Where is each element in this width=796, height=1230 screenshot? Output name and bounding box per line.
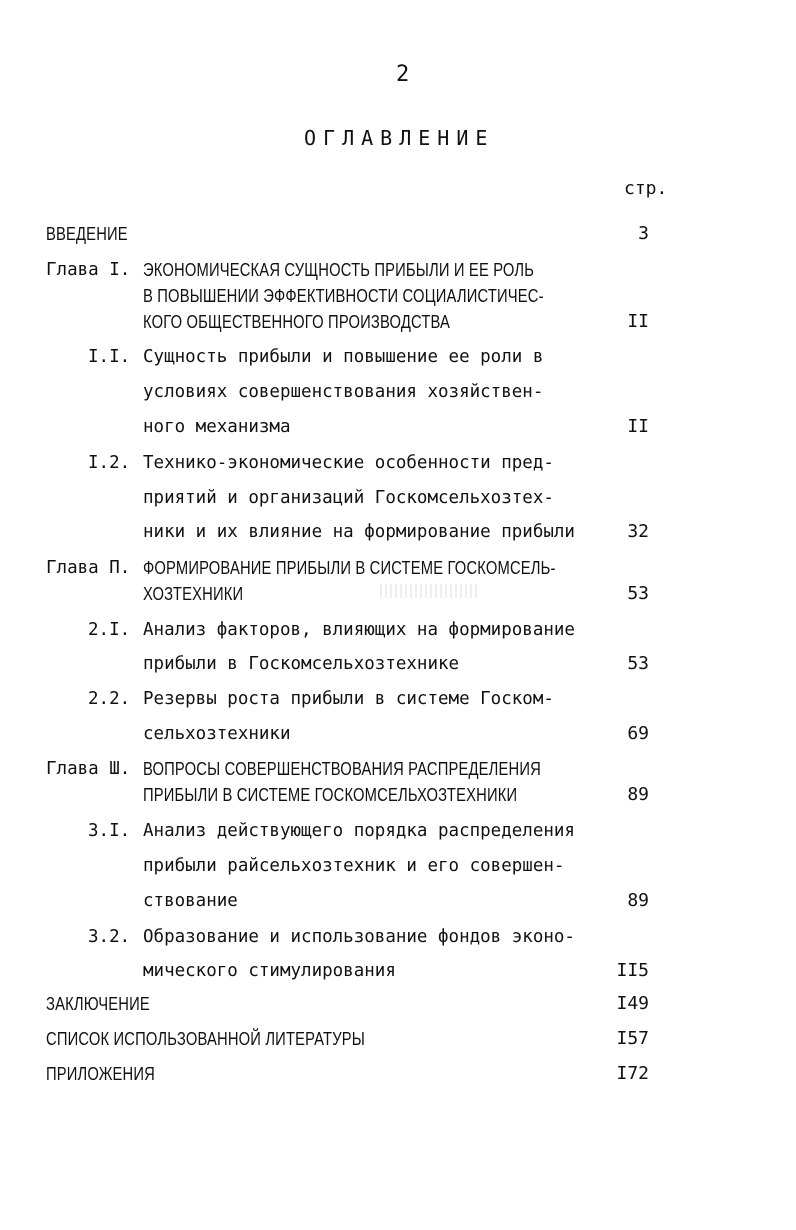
chapter-1-page: II: [627, 311, 649, 332]
chapter-3-page: 89: [627, 784, 649, 805]
section-1-1-number: I.I.: [88, 347, 131, 367]
section-1-2-number: I.2.: [88, 453, 131, 473]
chapter-2-prefix: Глава П.: [46, 558, 131, 578]
appendices-page: I72: [616, 1063, 649, 1084]
chapter-3-line-2: ПРИБЫЛИ В СИСТЕМЕ ГОСКОМСЕЛЬХОЗТЕХНИКИ: [143, 785, 518, 805]
references-page: I57: [616, 1028, 649, 1049]
references-label: СПИСОК ИСПОЛЬЗОВАННОЙ ЛИТЕРАТУРЫ: [46, 1029, 365, 1049]
section-3-1-line-1: Анализ действующего порядка распределения: [143, 821, 575, 841]
section-3-1-line-2: прибыли райсельхозтехник и его совершен-: [143, 856, 565, 876]
section-1-2-line-2: приятий и организаций Госкомсельхозтех-: [143, 488, 554, 508]
section-3-1-line-3: ствование: [143, 891, 238, 911]
section-3-1-page: 89: [627, 890, 649, 911]
chapter-2-page: 53: [627, 583, 649, 604]
section-2-2-line-1: Резервы роста прибыли в системе Госком-: [143, 689, 554, 709]
chapter-3-line-1: ВОПРОСЫ СОВЕРШЕНСТВОВАНИЯ РАСПРЕДЕЛЕНИЯ: [143, 759, 541, 779]
chapter-1-line-1: ЭКОНОМИЧЕСКАЯ СУЩНОСТЬ ПРИБЫЛИ И ЕЕ РОЛЬ: [143, 260, 535, 280]
section-3-2-line-2: мического стимулирования: [143, 961, 396, 981]
page-number: 2: [396, 62, 410, 87]
section-2-2-page: 69: [627, 723, 649, 744]
section-2-2-number: 2.2.: [88, 689, 131, 709]
section-3-1-number: 3.I.: [88, 821, 131, 841]
section-3-2-number: 3.2.: [88, 927, 131, 947]
chapter-2-line-1: ФОРМИРОВАНИЕ ПРИБЫЛИ В СИСТЕМЕ ГОСКОМСЕЛЬ-: [143, 558, 556, 578]
chapter-1-line-3: КОГО ОБЩЕСТВЕННОГО ПРОИЗВОДСТВА: [143, 312, 451, 332]
chapter-1-prefix: Глава I.: [46, 260, 131, 280]
section-1-2-line-1: Технико-экономические особенности пред-: [143, 453, 554, 473]
section-3-2-line-1: Образование и использование фондов эконо-: [143, 927, 575, 947]
section-1-1-page: II: [627, 416, 649, 437]
pages-column-label: стр.: [624, 178, 668, 199]
section-2-1-number: 2.I.: [88, 620, 131, 640]
introduction-page: 3: [638, 223, 649, 244]
section-3-2-page: II5: [616, 960, 649, 981]
section-1-2-line-3: ники и их влияние на формирование прибыли: [143, 522, 575, 542]
scan-smudge: [380, 584, 480, 598]
toc-title: ОГЛАВЛЕНИЕ: [304, 126, 495, 150]
appendices-label: ПРИЛОЖЕНИЯ: [46, 1064, 155, 1084]
chapter-2-line-2: ХОЗТЕХНИКИ: [143, 584, 244, 604]
conclusion-page: I49: [616, 993, 649, 1014]
section-2-1-line-1: Анализ факторов, влияющих на формирование: [143, 620, 575, 640]
section-2-1-line-2: прибыли в Госкомсельхозтехнике: [143, 654, 460, 674]
chapter-1-line-2: В ПОВЫШЕНИИ ЭФФЕКТИВНОСТИ СОЦИАЛИСТИЧЕС-: [143, 286, 544, 306]
section-1-1-line-2: условиях совершенствования хозяйствен-: [143, 382, 544, 402]
chapter-3-prefix: Глава Ш.: [46, 759, 131, 779]
introduction-label: ВВЕДЕНИЕ: [46, 224, 128, 244]
section-2-1-page: 53: [627, 653, 649, 674]
section-1-1-line-3: ного механизма: [143, 417, 291, 437]
conclusion-label: ЗАКЛЮЧЕНИЕ: [46, 994, 150, 1014]
section-1-1-line-1: Сущность прибыли и повышение ее роли в: [143, 347, 544, 367]
section-1-2-page: 32: [627, 521, 649, 542]
section-2-2-line-2: сельхозтехники: [143, 724, 291, 744]
